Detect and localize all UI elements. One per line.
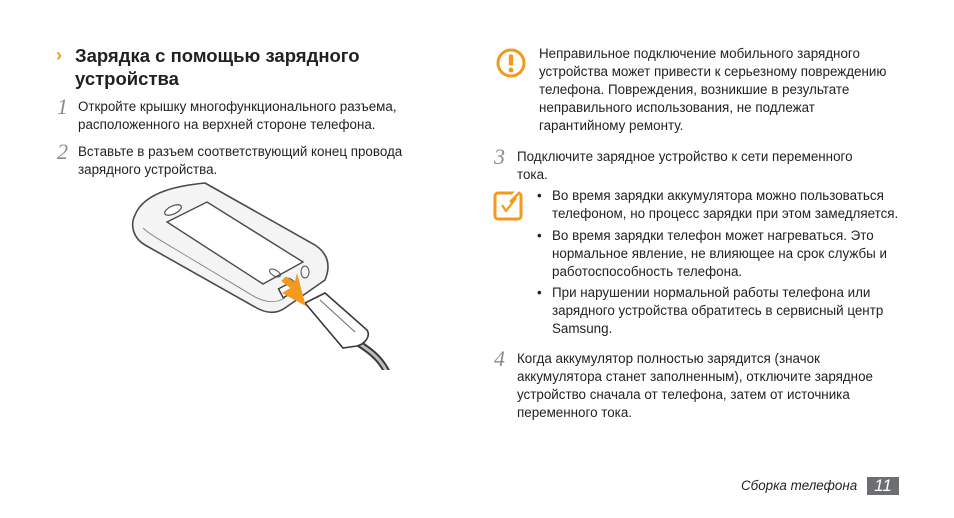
chevron-icon: › xyxy=(56,45,62,65)
footer-section-name: Сборка телефона xyxy=(741,478,858,493)
note-item xyxy=(537,187,917,223)
step-1-number: 1 xyxy=(57,94,68,119)
warning-icon xyxy=(496,48,526,78)
step-2-text: Вставьте в разъем соответствующий конец провода зарядного устройства. xyxy=(78,144,403,177)
note-item xyxy=(537,284,917,338)
note-icon xyxy=(493,191,525,221)
bullet-icon: • xyxy=(537,188,542,203)
note-item xyxy=(537,227,917,281)
section-title-text: Зарядка с помощью зарядного устройства xyxy=(75,45,360,89)
step-4-text: Когда аккумулятор полностью зарядится (значок аккумулятора станет заполненным), отключите зарядное устройство сначала от телефона, затем от источника переменного тока. xyxy=(517,351,873,420)
step-2-number: 2 xyxy=(57,139,68,164)
section-title xyxy=(56,44,416,90)
warning-text: Неправильное подключение мобильного зарядного устройства может привести к серьезному повреждению телефона. Повреждения, возникшие в результате неправильного использования, не подлежат гарантийному ремонту. xyxy=(539,46,887,133)
note-text: Во время зарядки телефон может нагреваться. Это нормальное явление, не влияющее на срок службы и работоспособность телефона. xyxy=(552,228,887,279)
step-4-number: 4 xyxy=(494,346,505,371)
bullet-icon: • xyxy=(537,228,542,243)
step-3-number: 3 xyxy=(494,144,505,169)
step-3-text: Подключите зарядное устройство к сети переменного тока. xyxy=(517,149,853,182)
charger-plug xyxy=(305,293,368,348)
note-text: Во время зарядки аккумулятора можно пользоваться телефоном, но процесс зарядки при этом замедляется. xyxy=(552,188,899,221)
phone-charging-illustration xyxy=(125,180,395,370)
note-text: При нарушении нормальной работы телефона или зарядного устройства обратитесь в сервисный центр Samsung. xyxy=(552,285,884,336)
step-1-text: Откройте крышку многофункционального разъема, расположенного на верхней стороне телефона. xyxy=(78,99,397,132)
page-number: 11 xyxy=(867,477,899,495)
bullet-icon: • xyxy=(537,285,542,300)
